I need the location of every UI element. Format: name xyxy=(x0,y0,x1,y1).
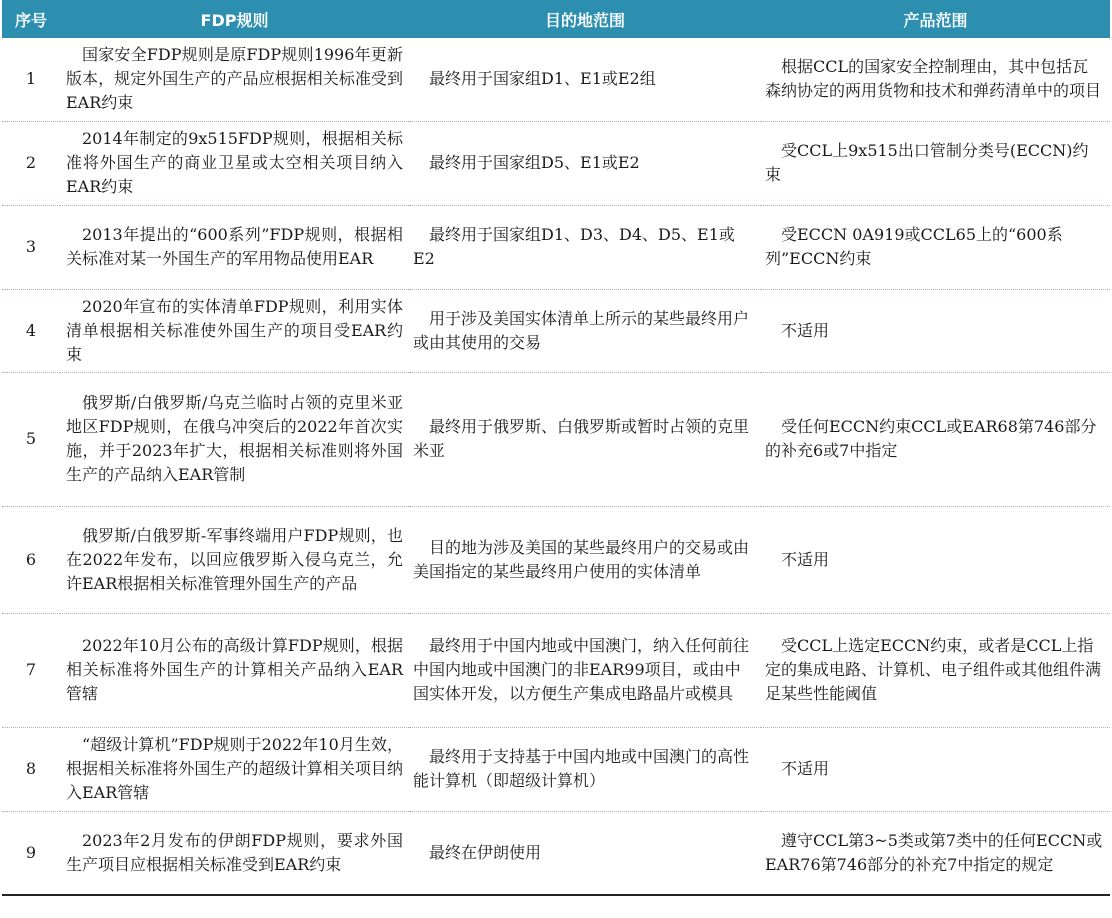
product-cell: 受任何ECCN约束CCL或EAR68第746部分的补充6或7中指定 xyxy=(765,417,1097,460)
table-row xyxy=(2,289,1110,372)
fdp-rule-cell: 国家安全FDP规则是原FDP规则1996年更新版本，规定外国生产的产品应根据相关标准受到EAR约束 xyxy=(66,45,403,113)
destination-cell: 最终在伊朗使用 xyxy=(429,842,542,862)
destination-cell: 最终用于国家组D1、D3、D4、D5、E1或E2 xyxy=(413,225,735,268)
product-cell: 根据CCL的国家安全控制理由，其中包括瓦森纳协定的两用货物和技术和弹药清单中的项目 xyxy=(765,57,1102,101)
product-cell: 不适用 xyxy=(781,759,830,778)
row-number: 4 xyxy=(25,320,37,340)
product-cell: 受CCL上9x515出口管制分类号(ECCN)约束 xyxy=(765,141,1089,184)
header-destination-scope: 目的地范围 xyxy=(409,0,761,38)
row-number: 6 xyxy=(25,549,37,569)
row-number: 3 xyxy=(25,237,37,256)
table-header-row xyxy=(2,0,1110,38)
row-number: 5 xyxy=(25,429,37,448)
table-row xyxy=(2,727,1110,811)
product-cell: 受CCL上选定ECCN约束，或者是CCL上指定的集成电路、计算机、电子组件或其他组件满足某些性能阈值 xyxy=(765,636,1102,703)
fdp-rule-cell: 俄罗斯/白俄罗斯/乌克兰临时占领的克里米亚地区FDP规则，在俄乌冲突后的2022年首次实施，并于2023年扩大，根据相关标准则将外国生产的产品纳入EAR管制 xyxy=(66,393,403,484)
fdp-rule-cell: 2022年10月公布的高级计算FDP规则，根据相关标准将外国生产的计算相关产品纳入EAR管辖 xyxy=(66,636,403,703)
destination-cell: 用于涉及美国实体清单上所示的某些最终用户或由其使用的交易 xyxy=(413,308,750,352)
fdp-rule-cell: 2013年提出的“600系列”FDP规则，根据相关标准对某一外国生产的军用物品使用EAR xyxy=(66,225,403,268)
fdp-rule-cell: 2023年2月发布的伊朗FDP规则，要求外国生产项目应根据相关标准受到EAR约束 xyxy=(66,830,403,874)
product-cell: 遵守CCL第3~5类或第7类中的任何ECCN或EAR76第746部分的补充7中指定的规定 xyxy=(765,830,1103,874)
fdp-rule-cell: 俄罗斯/白俄罗斯-军事终端用户FDP规则，也在2022年发布，以回应俄罗斯入侵乌克兰，允许EAR根据相关标准管理外国生产的产品 xyxy=(66,525,403,593)
table-row xyxy=(2,506,1110,613)
product-cell: 不适用 xyxy=(781,549,830,569)
destination-cell: 目的地为涉及美国的某些最终用户的交易或由美国指定的某些最终用户使用的实体清单 xyxy=(413,537,750,581)
row-number: 7 xyxy=(25,660,37,679)
header-product-scope: 产品范围 xyxy=(761,0,1110,38)
destination-cell: 最终用于国家组D1、E1或E2组 xyxy=(429,69,656,89)
header-fdp-rule: FDP规则 xyxy=(60,0,409,38)
header-number: 序号 xyxy=(2,0,60,38)
table-row xyxy=(2,121,1110,205)
fdp-rules-table xyxy=(2,0,1110,896)
table-row xyxy=(2,811,1110,895)
row-number: 2 xyxy=(25,153,37,172)
table-row xyxy=(2,205,1110,289)
product-cell: 不适用 xyxy=(781,320,830,340)
destination-cell: 最终用于中国内地或中国澳门，纳入任何前往中国内地或中国澳门的非EAR99项目，或由中国实体开发，以方便生产集成电路晶片或模具 xyxy=(413,636,750,703)
fdp-rule-cell: 2014年制定的9x515FDP规则，根据相关标准将外国生产的商业卫星或太空相关项目纳入EAR约束 xyxy=(66,129,403,196)
fdp-rule-cell: “超级计算机”FDP规则于2022年10月生效，根据相关标准将外国生产的超级计算相关项目纳入EAR管辖 xyxy=(66,735,403,802)
product-cell: 受ECCN 0A919或CCL65上的“600系列”ECCN约束 xyxy=(765,225,1063,268)
table-row xyxy=(2,38,1110,121)
table-row xyxy=(2,372,1110,506)
row-number: 8 xyxy=(25,759,37,778)
row-number: 9 xyxy=(25,842,37,862)
destination-cell: 最终用于国家组D5、E1或E2 xyxy=(429,153,640,172)
destination-cell: 最终用于俄罗斯、白俄罗斯或暂时占领的克里米亚 xyxy=(413,417,750,460)
destination-cell: 最终用于支持基于中国内地或中国澳门的高性能计算机（即超级计算机） xyxy=(413,747,750,790)
table-row xyxy=(2,613,1110,727)
row-number: 1 xyxy=(25,69,37,89)
fdp-rule-cell: 2020年宣布的实体清单FDP规则，利用实体清单根据相关标准使外国生产的项目受EAR约束 xyxy=(66,296,403,364)
